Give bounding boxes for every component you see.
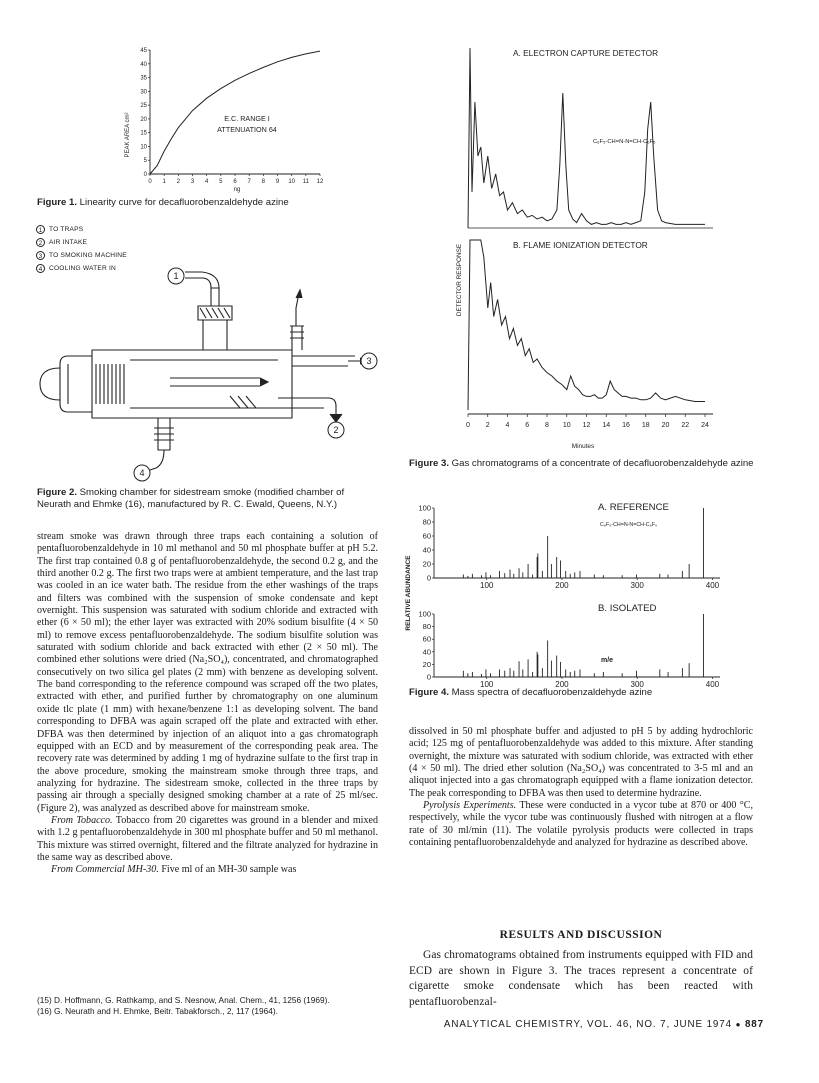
figure3-x-tick-label: 14 <box>602 422 611 429</box>
paragraph-methods: stream smoke was drawn through three traps each containing a solution of pentafluorobenzaldehyde in 10 ml methanol and 50 ml phosphate buffer at pH 5.2. The first trap contained 0.8 g of pentafluorobenzaldehyde, the second 0.2 g, and the third another 0.2 g. The first two traps were at ambient temperature, and the last trap was cooled in an ice water bath. The residue from the ether washings of the traps and filters was combined with the suspension of smoke condensate and kept overnight. This suspension was saturated with sodium chloride and extracted with ether (6 × 50 ml); the ether layer was extracted with 20% sodium bisulfite (4 × 50 ml) to remove excess pentafluorobenzaldehyde. The sodium bisulfite solution was saturated with sodium chloride and back extracted with ether (2 × 50 ml). The combined ether solutions were dried (Na₂SO₄), concentrated, and chromatographed consecutively on two silica gel plates (2 mm) with benzene as developing solvent. The band corresponding to the reference compound was scraped off the two plates, extracted with ether, and purified further by chromatography on one aluminum oxide tlc plate (1 mm) with hexane/benzene 1:1 as developing solvent. The band corresponding to DFBA was again scraped off the plate and extracted with ether. DFBA was then determined by injection of an aliquot into a gas chromatograph equipped with an ECD and by measurement of the corresponding peak area. The recovery rate was determined by adding 1 mg of hydrazine sulfate to the first trap in the above procedure, smoking the mainstream smoke through three traps, and analyzing for hydrazine. The sidestream smoke, collected in the three traps by passing air through a specially designed smoking chamber at a rate of 25 ml/sec. (Figure 2), was analyzed as described above for mainstream smoke. <box>37 531 378 814</box>
references <box>37 995 378 1016</box>
figure4-x-tick-label: 400 <box>705 581 720 590</box>
chamber-inner-tube <box>130 360 278 408</box>
figure1-annotation-2: ATTENUATION 64 <box>217 125 277 134</box>
figure1-y-tick-label: 5 <box>143 158 147 165</box>
figure3-x-tick-label: 24 <box>701 422 709 429</box>
figure4-y-tick-label: 0 <box>426 672 431 682</box>
paragraph-mh30-continued: dissolved in 50 ml phosphate buffer and adjusted to pH 5 by adding hydrochloric acid; 125 mg of pentafluorobenzaldehyde was added to this mixture. After standing overnight, the mixture was saturated with sodium chloride, was extracted with ether (4 × 50 ml). The dried ether solution (Na₂SO₄) was concentrated to 3-5 ml and an aliquot injected into a gas chromatograph equipped with a flame ionization detector. The peak corresponding to DFBA was then used to determine hydrazine. <box>409 726 753 799</box>
figure3-ylabel: DETECTOR RESPONSE <box>456 243 463 317</box>
figure1-caption-label: Figure 1. <box>37 197 77 208</box>
figure1-ylabel: PEAK AREA cm² <box>125 112 131 158</box>
figure4-x-tick-label: 300 <box>630 581 644 590</box>
figure4-y-tick-label: 80 <box>422 622 431 632</box>
figure1-x-tick-label: 9 <box>275 179 280 185</box>
figure1-x-tick-label: 11 <box>302 179 309 185</box>
figure1-y-tick-label: 15 <box>140 130 147 137</box>
figure4-compound-label: C₆F₅-CH=N-N=CH-C₆F₅ <box>600 522 658 528</box>
legend-label: COOLING WATER IN <box>49 265 116 272</box>
section-heading-results: RESULTS AND DISCUSSION <box>499 929 663 941</box>
figure1-y-tick-label: 30 <box>140 89 147 96</box>
legend-item-to-traps <box>36 223 236 236</box>
figure3-trace-fid <box>468 240 705 410</box>
figure1-caption-text: Linearity curve for decafluorobenzaldehyde azine <box>79 197 289 208</box>
figure1-y-tick-label: 35 <box>140 75 147 82</box>
callout-2-label: 2 <box>333 425 339 435</box>
legend-label: TO SMOKING MACHINE <box>49 252 127 259</box>
reference-16: (16) G. Neurath and H. Ehmke, Beitr. Tabakforsch., 2, 117 (1964). <box>37 1005 278 1016</box>
figure1-x-tick-label: 10 <box>288 179 296 185</box>
figure4-title-a: A. REFERENCE <box>598 502 669 513</box>
figure1-x-tick-label: 4 <box>204 179 209 185</box>
figure3-xlabel: Minutes <box>571 443 595 450</box>
legend-label: TO TRAPS <box>49 226 84 233</box>
paragraph-pyrolysis <box>409 800 753 849</box>
legend-number: 3 <box>36 251 45 260</box>
legend-number: 1 <box>36 225 45 234</box>
figure1-y-tick-label: 25 <box>140 103 147 110</box>
cigarette-holder <box>96 364 124 404</box>
trap-joint <box>203 320 227 350</box>
figure1-x-tick-label: 0 <box>148 179 152 185</box>
page-number: 887 <box>744 1019 764 1030</box>
figure1-curve <box>150 51 320 174</box>
figure4-panel-a <box>418 504 720 591</box>
chamber-left-bulb <box>40 368 60 400</box>
bullet-icon: ● <box>735 1020 742 1029</box>
figure1-y-tick-label: 40 <box>140 61 147 68</box>
run-in-pyrolysis: Pyrolysis Experiments. <box>423 800 517 812</box>
callout-3-label: 3 <box>366 356 372 366</box>
callout-1 <box>168 268 184 284</box>
figure1-xlabel: ng <box>233 187 241 193</box>
run-in-from-tobacco: From Tobacco. <box>51 814 113 826</box>
chamber-left-neck <box>60 356 92 412</box>
journal-citation: ANALYTICAL CHEMISTRY, VOL. 46, NO. 7, JUNE 1974 <box>443 1019 732 1030</box>
paragraph-from-mh30-text: Five ml of an MH-30 sample was <box>161 864 297 876</box>
figure4-x-tick-label: 100 <box>480 581 494 590</box>
figure1-x-tick-label: 3 <box>190 179 195 185</box>
callout-4-label: 4 <box>139 468 145 478</box>
figure1-x-tick-label: 5 <box>219 179 223 185</box>
paragraph-from-mh30 <box>37 864 378 876</box>
figure1-x-tick-label: 7 <box>247 179 251 185</box>
figure4-y-tick-label: 100 <box>418 609 431 619</box>
figure1-chart <box>110 40 340 198</box>
figure3-x-tick-label: 2 <box>485 422 490 429</box>
figure4-caption-label: Figure 4. <box>409 687 449 698</box>
callout-1-label: 1 <box>173 271 179 281</box>
figure3-x-tick-label: 8 <box>545 422 549 429</box>
figure4-y-tick-label: 20 <box>422 559 431 569</box>
legend-item-to-smoking-machine <box>36 249 236 262</box>
figure1-y-tick-label: 0 <box>143 172 147 178</box>
figure3-x-tick-label: 10 <box>562 422 571 429</box>
figure3-x-tick-label: 6 <box>525 422 530 429</box>
figure4-title-b: B. ISOLATED <box>598 603 657 614</box>
figure3-x-tick-label: 20 <box>661 422 670 429</box>
smoking-chamber-diagram <box>30 268 390 483</box>
figure1-caption <box>37 197 377 209</box>
figure4-y-tick-label: 60 <box>422 531 431 541</box>
outlet-tube <box>292 356 355 366</box>
reference-15: (15) D. Hoffmann, G. Rathkamp, and S. Nesnow, Anal. Chem., 41, 1256 (1969). <box>37 995 330 1005</box>
figure3-caption <box>409 458 759 470</box>
legend-item-air-intake <box>36 236 236 249</box>
figure4-y-tick-label: 0 <box>426 573 431 583</box>
paragraph-results <box>409 948 753 1010</box>
paragraph-pyrolysis-text: These were conducted in a vycor tube at 870 or 400 °C, respectively, while the vycor tube was continuously flushed with nitrogen at a flow rate of 30 ml/min (11). The volatile pyrolysis products were collected in traps containing pentafluorobenzaldehyde and analyzed for hydrazine as described above. <box>409 800 753 849</box>
left-column-text <box>37 531 378 877</box>
figure4-mass-spectra <box>400 496 740 689</box>
figure3-caption-label: Figure 3. <box>409 458 449 469</box>
figure4-y-tick-label: 40 <box>422 647 431 657</box>
figure3-chromatogram <box>423 40 723 454</box>
figure1-annotation-1: E.C. RANGE I <box>224 114 270 123</box>
figure4-x-tick-label: 300 <box>630 680 644 689</box>
figure3-x-tick-label: 16 <box>622 422 630 429</box>
figure3-x-tick-label: 18 <box>641 422 650 429</box>
paragraph-results-text: Gas chromatograms obtained from instruments equipped with FID and ECD are shown in Figure 3. The traces represent a concentrate of cigarette smoke condensate which has been reacted with pentafluorobenzal- <box>409 949 753 1008</box>
figure2-caption-label: Figure 2. <box>37 487 77 498</box>
figure3-title-a: A. ELECTRON CAPTURE DETECTOR <box>513 48 659 58</box>
figure1-y-tick-label: 20 <box>140 116 147 123</box>
figure4-caption-text: Mass spectra of decafluorobenzaldehyde azine <box>451 687 653 698</box>
figure4-y-tick-label: 60 <box>422 634 431 644</box>
callout-4 <box>134 465 150 481</box>
figure3-trace-ecd <box>468 48 705 228</box>
figure1-x-tick-label: 6 <box>233 179 237 185</box>
figure1-x-tick-label: 1 <box>162 179 166 185</box>
figure4-y-tick-label: 40 <box>422 545 431 555</box>
figure1-x-tick-label: 12 <box>316 179 324 185</box>
intake-tube <box>278 398 336 416</box>
figure1-y-tick-label: 45 <box>140 48 147 54</box>
figure4-x-tick-label: 100 <box>480 680 494 689</box>
figure4-caption <box>409 687 759 699</box>
figure4-y-tick-label: 20 <box>422 659 431 669</box>
figure1-x-tick-label: 8 <box>261 179 266 185</box>
figure1-x-tick-label: 2 <box>176 179 181 185</box>
figure4-ylabel: RELATIVE ABUNDANCE <box>405 555 412 631</box>
figure2-caption-text: Smoking chamber for sidestream smoke (modified chamber of Neurath and Ehmke (16), manufactured by R. C. Ewald, Queens, N.Y.) <box>37 487 345 511</box>
figure2-caption <box>37 487 379 511</box>
figure4-panel-b <box>418 610 720 690</box>
figure3-x-tick-label: 4 <box>505 422 510 429</box>
figure4-y-tick-label: 80 <box>422 517 431 527</box>
figure4-x-tick-label: 400 <box>705 680 720 689</box>
figure3-x-tick-label: 0 <box>466 422 470 429</box>
run-in-from-mh30: From Commercial MH-30. <box>51 864 159 876</box>
legend-number: 4 <box>36 264 45 273</box>
figure3-x-tick-label: 22 <box>681 422 690 429</box>
page-footer <box>404 1019 764 1030</box>
figure4-x-tick-label: 200 <box>555 581 569 590</box>
figure3-title-b: B. FLAME IONIZATION DETECTOR <box>513 240 648 250</box>
figure3-caption-text: Gas chromatograms of a concentrate of decafluorobenzaldehyde azine <box>451 458 754 469</box>
legend-number: 2 <box>36 238 45 247</box>
callout-3 <box>361 353 377 369</box>
figure4-xlabel: m/e <box>600 657 614 664</box>
right-column-text <box>409 726 753 849</box>
figure4-y-tick-label: 100 <box>418 503 431 513</box>
paragraph-from-tobacco-text: Tobacco from 20 cigarettes was ground in a blender and mixed with 1.2 g pentafluorobenzaldehyde in 300 ml phosphate buffer and 50 ml methanol. This mixture was stirred overnight, filtered and the filtrate analyzed for hydrazine in the same way as described above. <box>37 814 378 863</box>
figure3-x-tick-label: 12 <box>582 422 591 429</box>
callout-2 <box>328 422 344 438</box>
figure3-compound-label: C₆F₅-CH=N-N=CH-C₆F₅ <box>593 139 656 145</box>
figure4-x-tick-label: 200 <box>555 680 569 689</box>
legend-label: AIR INTAKE <box>49 239 88 246</box>
paragraph-from-tobacco <box>37 815 378 864</box>
figure1-y-tick-label: 10 <box>140 144 147 151</box>
